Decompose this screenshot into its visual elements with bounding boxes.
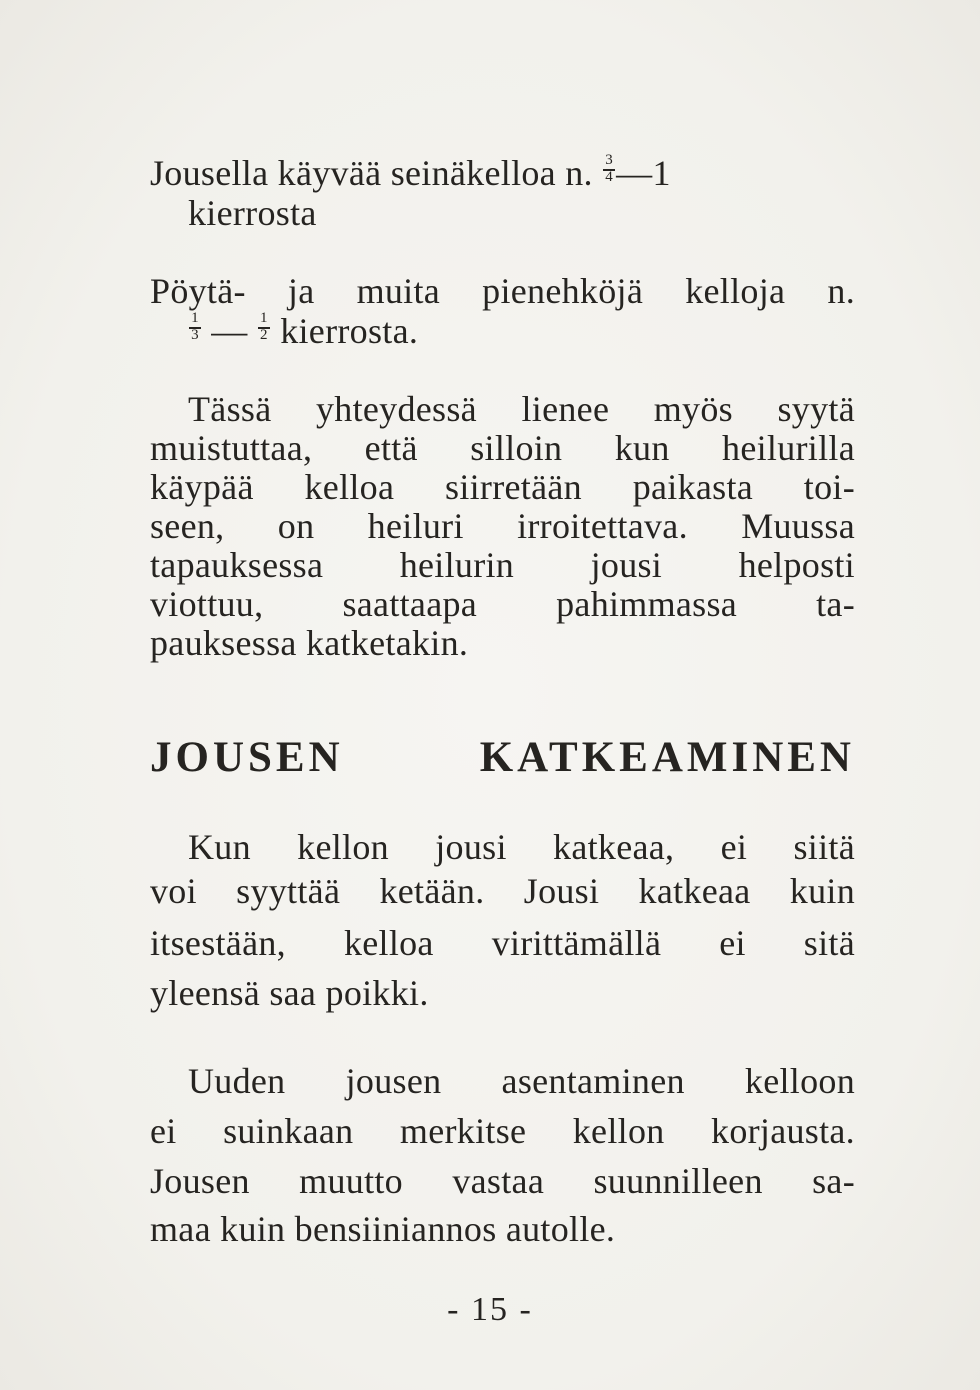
paragraph3-line2: muistuttaa, että silloin kun heilurilla: [150, 428, 855, 468]
paragraph4-line3: itsestään, kelloa virittämällä ei sitä: [150, 923, 855, 963]
paragraph4-line1: Kun kellon jousi katkeaa, ei siitä: [188, 827, 855, 867]
fraction-dash: —: [202, 311, 257, 351]
paragraph3-line3: käypää kelloa siirretään paikasta toi-: [150, 467, 855, 507]
paragraph3-line4: seen, on heiluri irroitettava. Muussa: [150, 506, 855, 546]
section-heading: JOUSEN KATKEAMINEN: [150, 734, 855, 781]
paragraph5-line2: ei suinkaan merkitse kellon korjausta.: [150, 1111, 855, 1151]
paragraph3-line5: tapauksessa heilurin jousi helposti: [150, 545, 855, 585]
fraction-one-half: $\frac{1}{2}$: [257, 311, 271, 347]
paragraph2-line2-tail: kierrosta.: [270, 311, 419, 351]
paragraph4-line2: voi syyttää ketään. Jousi katkeaa kuin: [150, 871, 855, 911]
page-number: - 15 -: [447, 1291, 533, 1328]
fraction-one-third: $\frac{1}{3}$: [188, 311, 202, 347]
paragraph2-line1: Pöytä- ja muita pienehköjä kelloja n.: [150, 271, 855, 311]
paragraph5-line1: Uuden jousen asentaminen kelloon: [188, 1061, 855, 1101]
paragraph1-line2: kierrosta: [188, 193, 317, 233]
paragraph1-line1-tail: —1: [616, 153, 671, 193]
paragraph5-line4: maa kuin bensiiniannos autolle.: [150, 1209, 616, 1249]
paragraph4-line4: yleensä saa poikki.: [150, 973, 429, 1013]
paragraph1-line1: [150, 152, 855, 194]
paragraph2-line2: [188, 310, 855, 352]
paragraph3-line7: pauksessa katketakin.: [150, 623, 469, 663]
paragraph3-line6: viottuu, saattaapa pahimmassa ta-: [150, 584, 855, 624]
paragraph3-line1: Tässä yhteydessä lienee myös syytä: [188, 389, 855, 429]
fraction-three-quarters: $\frac{3}{4}$: [602, 153, 616, 189]
paragraph5-line3: Jousen muutto vastaa suunnilleen sa-: [150, 1161, 855, 1201]
paragraph1-line1-text: Jousella käyvää seinäkelloa n.: [150, 153, 603, 193]
